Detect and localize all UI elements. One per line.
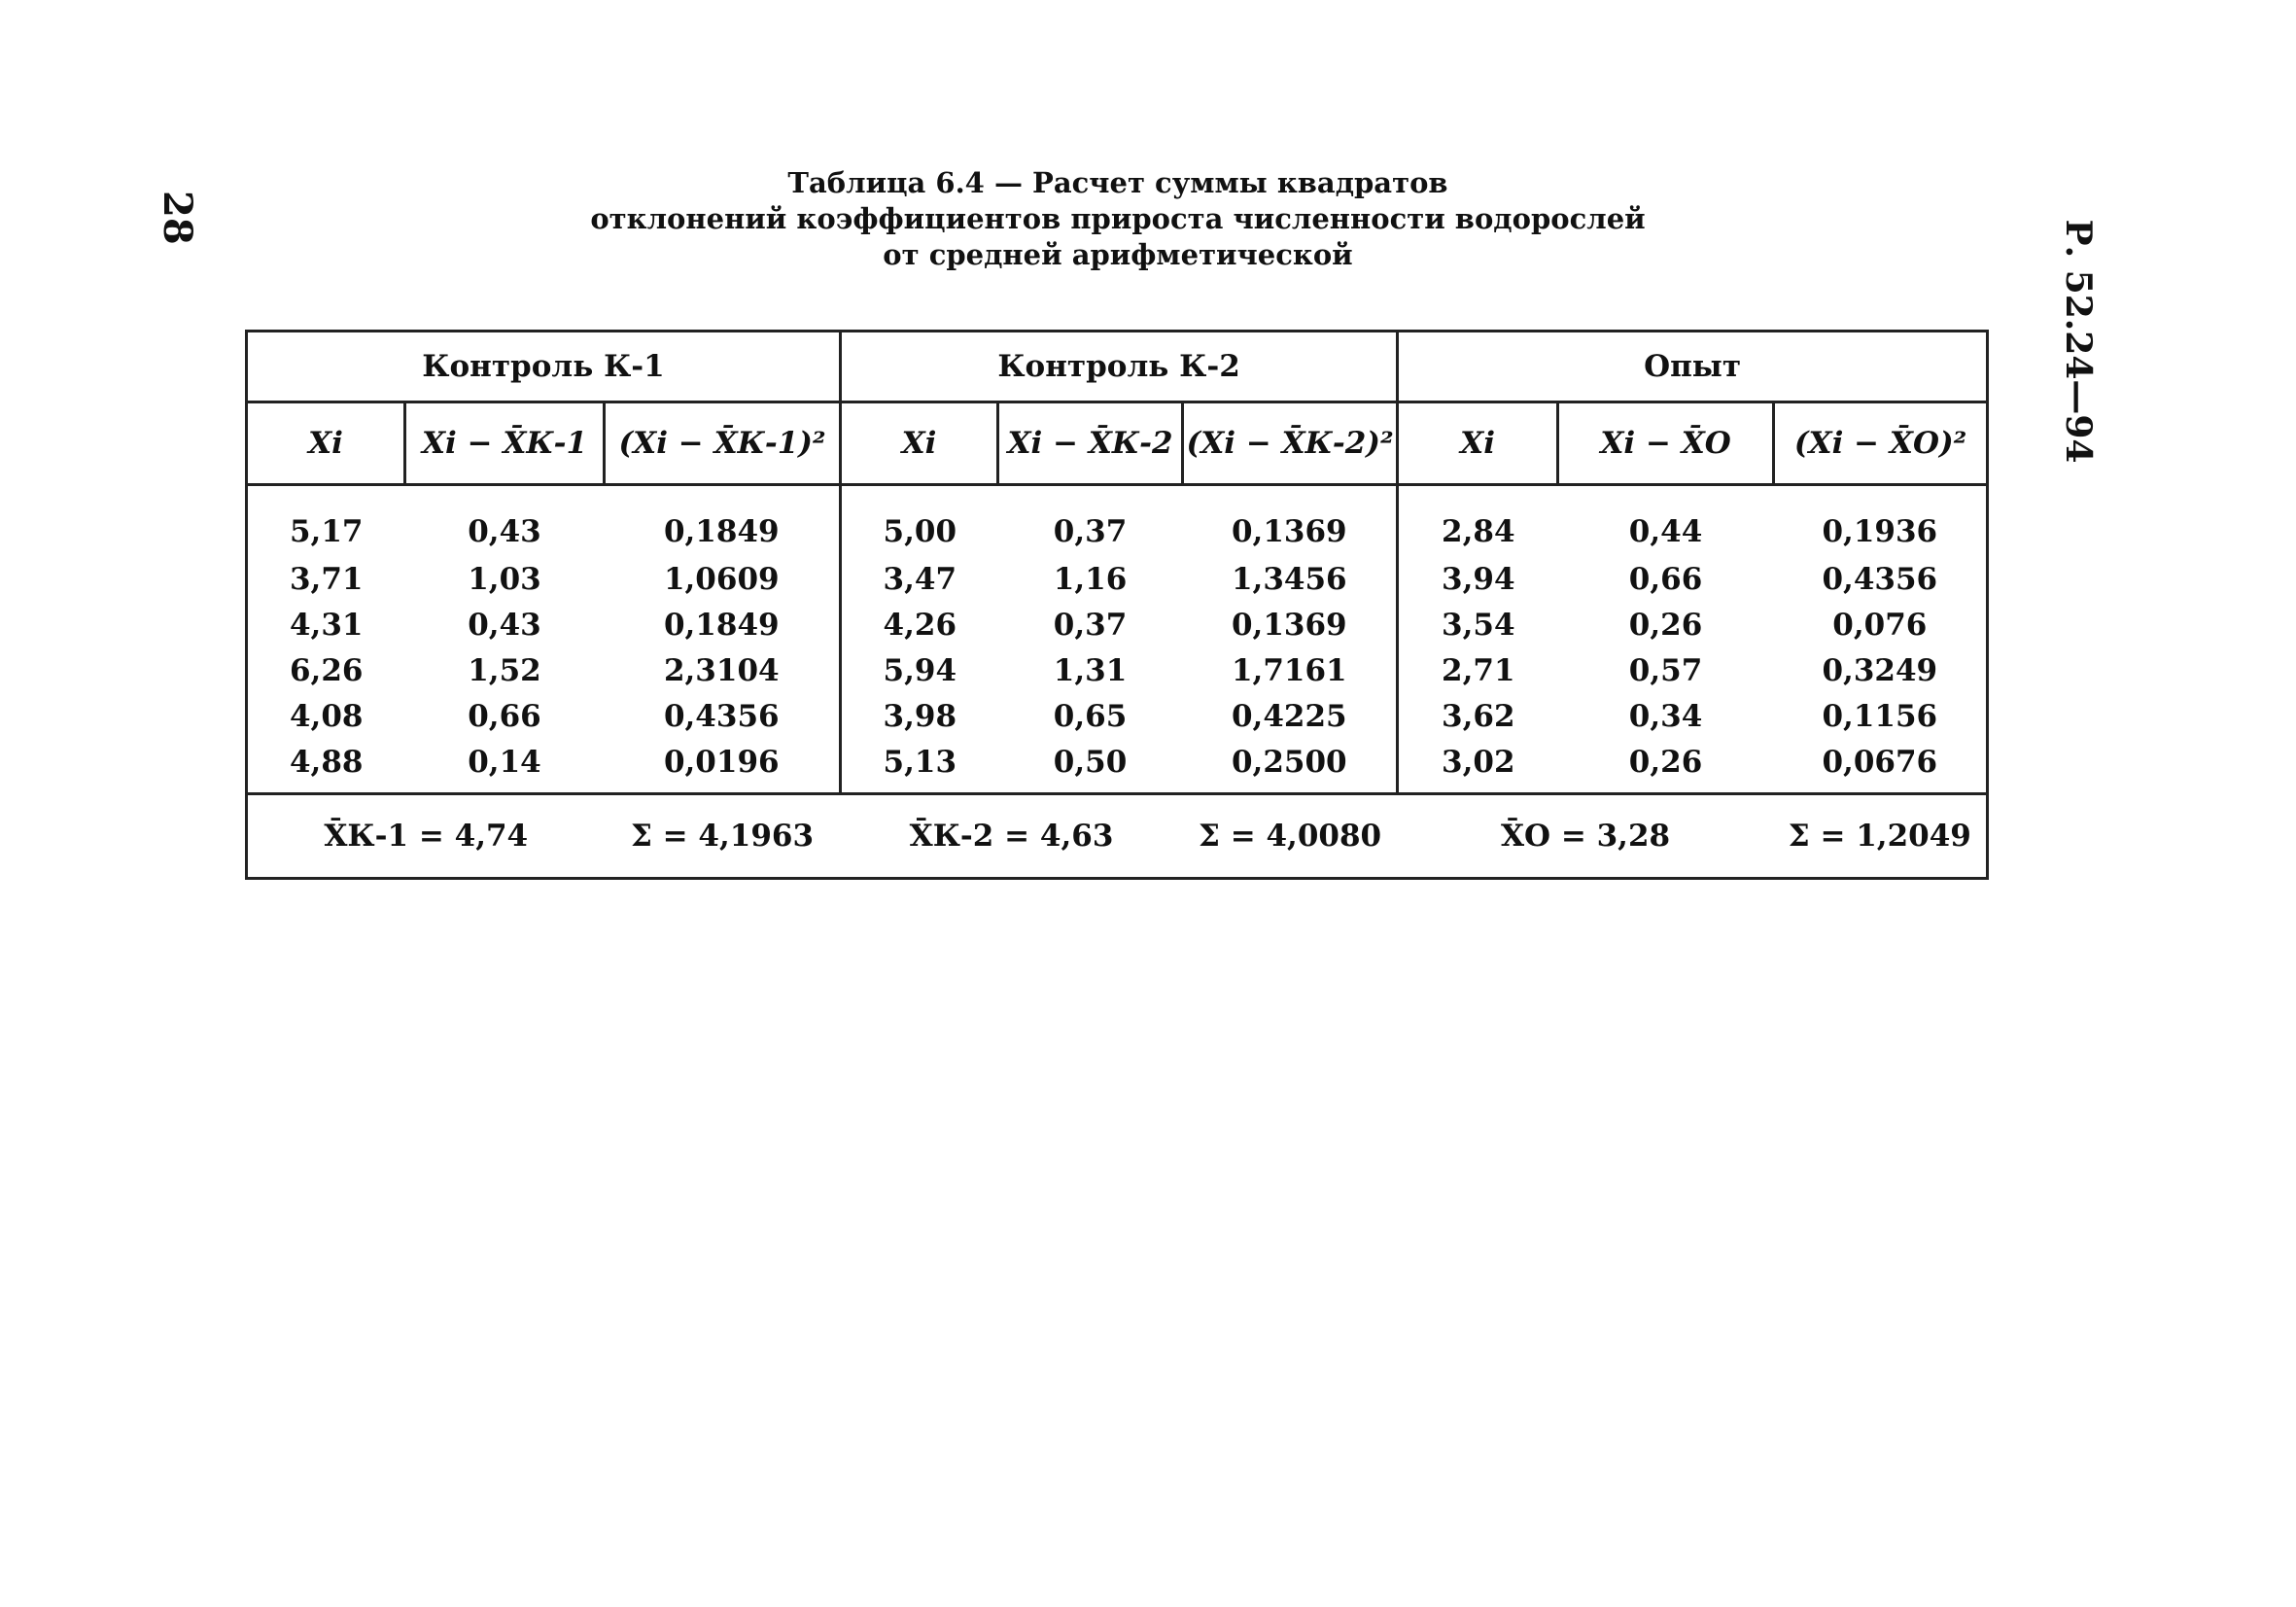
table-cell: 0,37 — [1053, 607, 1128, 643]
mean-control-2: X̄К-2 = 4,63 — [841, 794, 1183, 879]
column-header: Xi — [841, 402, 998, 485]
table-cell: 0,44 — [1628, 514, 1703, 549]
column-header: Xi − X̄О — [1558, 402, 1774, 485]
table-cell: 5,00 — [883, 514, 957, 549]
table-cell: 0,1369 — [1183, 602, 1398, 647]
table-cell: 2,3104 — [605, 647, 841, 693]
column-header: (Xi − X̄О)² — [1774, 402, 1988, 485]
table-row — [247, 556, 1988, 602]
table-cell: 3,94 — [1442, 561, 1515, 597]
table-cell: 0,0196 — [605, 739, 841, 794]
table-cell: 0,1369 — [1183, 485, 1398, 557]
group-header-row — [247, 332, 1988, 402]
column-header: Xi — [247, 402, 405, 485]
table-cell: 4,88 — [247, 739, 405, 794]
table-cell: 1,52 — [468, 652, 541, 688]
column-header: Xi — [1398, 402, 1558, 485]
table-cell: 0,50 — [1053, 744, 1128, 780]
table-cell: 1,0609 — [605, 556, 841, 602]
table-body — [247, 485, 1988, 794]
sum-control-1: Σ = 4,1963 — [605, 794, 841, 879]
table-cell: 1,3456 — [1183, 556, 1398, 602]
table-cell: 4,08 — [247, 693, 405, 739]
table-cell: 3,98 — [883, 698, 957, 734]
table-cell: 0,43 — [468, 607, 541, 643]
page-number: 28 — [155, 191, 200, 245]
table-cell: 0,66 — [468, 698, 541, 734]
table-cell: 0,076 — [1774, 602, 1988, 647]
table-cell: 1,16 — [1053, 561, 1128, 597]
table-cell: 5,94 — [883, 652, 957, 688]
table-cell: 4,26 — [883, 607, 957, 643]
table-cell: 0,2500 — [1183, 739, 1398, 794]
table-cell: 0,1849 — [605, 485, 841, 557]
table-cell: 0,0676 — [1774, 739, 1988, 794]
column-header-row — [247, 402, 1988, 485]
table-row — [247, 602, 1988, 647]
table-cell: 1,7161 — [1183, 647, 1398, 693]
table-cell: 2,84 — [1442, 514, 1515, 549]
table-cell: 0,26 — [1628, 607, 1703, 643]
table-row — [247, 647, 1988, 693]
table-cell: 5,13 — [883, 744, 957, 780]
column-header: Xi − X̄К-2 — [998, 402, 1183, 485]
table-title — [544, 165, 1691, 273]
table-cell: 1,31 — [1053, 652, 1128, 688]
table-cell: 0,4356 — [605, 693, 841, 739]
table-cell: 0,4356 — [1774, 556, 1988, 602]
table-cell: 0,57 — [1628, 652, 1703, 688]
column-header: (Xi − X̄К-1)² — [605, 402, 841, 485]
results-table — [245, 330, 1989, 880]
table-cell: 3,54 — [1442, 607, 1515, 643]
table-row — [247, 485, 1988, 557]
column-header: (Xi − X̄К-2)² — [1183, 402, 1398, 485]
table-cell: 6,26 — [247, 647, 405, 693]
table-cell: 2,71 — [1442, 652, 1515, 688]
table-cell: 0,43 — [468, 514, 541, 549]
table-cell: 0,14 — [468, 744, 541, 780]
table-cell: 0,1156 — [1774, 693, 1988, 739]
table-cell: 0,26 — [1628, 744, 1703, 780]
sum-control-2: Σ = 4,0080 — [1183, 794, 1398, 879]
table-cell: 3,02 — [1442, 744, 1515, 780]
group-header-control-2: Контроль К-2 — [841, 332, 1398, 402]
mean-control-1: X̄К-1 = 4,74 — [247, 794, 605, 879]
sum-experiment: Σ = 1,2049 — [1774, 794, 1988, 879]
title-line: от средней арифметической — [883, 238, 1353, 271]
table-cell: 0,1849 — [605, 602, 841, 647]
summary-row — [247, 794, 1988, 879]
table-row — [247, 693, 1988, 739]
group-header-control-1: Контроль К-1 — [247, 332, 841, 402]
table-cell: 0,37 — [1053, 514, 1128, 549]
table-cell: 0,65 — [1053, 698, 1128, 734]
table-cell: 0,34 — [1628, 698, 1703, 734]
table-row — [247, 739, 1988, 794]
table-cell: 1,03 — [468, 561, 541, 597]
title-line: Таблица 6.4 — Расчет суммы квадратов — [787, 166, 1448, 199]
document-code: Р. 52.24—94 — [2058, 219, 2099, 464]
table-cell: 3,62 — [1442, 698, 1515, 734]
table-cell: 0,4225 — [1183, 693, 1398, 739]
column-header: Xi − X̄К-1 — [405, 402, 605, 485]
table-cell: 4,31 — [247, 602, 405, 647]
table-cell: 0,3249 — [1774, 647, 1988, 693]
mean-experiment: X̄О = 3,28 — [1398, 794, 1774, 879]
table-cell: 3,47 — [883, 561, 957, 597]
table-cell: 0,66 — [1628, 561, 1703, 597]
title-line: отклонений коэффициентов прироста численности водорослей — [590, 202, 1646, 235]
group-header-experiment: Опыт — [1398, 332, 1988, 402]
table-cell: 0,1936 — [1774, 485, 1988, 557]
table-cell: 5,17 — [247, 485, 405, 557]
table-cell: 3,71 — [247, 556, 405, 602]
